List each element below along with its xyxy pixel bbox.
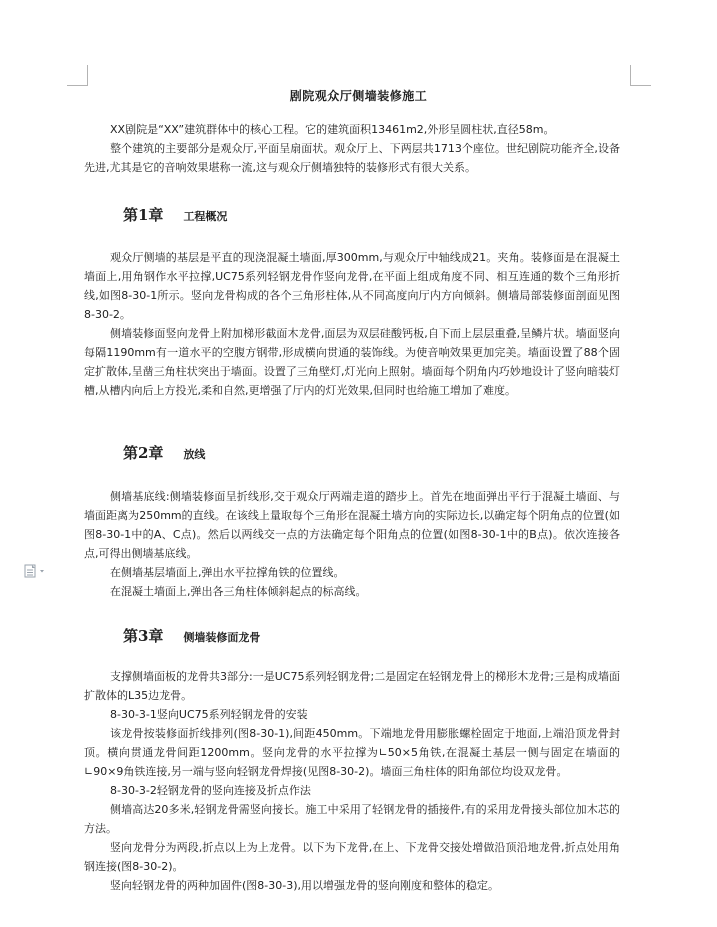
chapter-number: 第3章 <box>123 627 164 645</box>
document-dropdown-icon[interactable] <box>24 563 48 577</box>
intro-paragraph: XX剧院是“XX”建筑群体中的核心工程。它的建筑面积13461m2,外形呈圆柱状,直径58m。 <box>110 123 555 136</box>
chapter-name: 工程概况 <box>183 210 228 223</box>
body-paragraph: 竖向龙骨分为两段,折点以上为上龙骨。以下为下龙骨,在上、下龙骨交接处增做沿顶沿地龙骨,折点处用角钢连接(图8-30-2)。 <box>84 841 620 873</box>
intro-paragraph: 整个建筑的主要部分是观众厅,平面呈扇面状。观众厅上、下两层共1713个座位。世纪剧院功能齐全,设备先进,尤其是它的音响效果堪称一流,这与观众厅侧墙独特的装修形式有很大关系。 <box>84 142 620 174</box>
intro-section <box>84 120 620 177</box>
chapter-name: 放线 <box>183 448 206 461</box>
chapter-heading <box>123 442 205 463</box>
body-paragraph: 侧墙基底线:侧墙装修面呈折线形,交于观众厅两端走道的踏步上。首先在地面弹出平行于混凝土墙面、与墙面距离为250mm的直线。在该线上量取每个三角形在混凝土墙方向的实际边长,以确定每个阴角点的位置(如图8-30-1中的A、C点)。然后以两线交一点的方法确定每个阳角点的位置(如图8-30-1中的B点)。依次连接各点,可得出侧墙基底线。 <box>84 490 620 560</box>
chapter-body <box>84 487 620 601</box>
subsection-heading: 8-30-3-2轻钢龙骨的竖向连接及折点作法 <box>110 784 311 797</box>
body-paragraph: 在侧墙基层墙面上,弹出水平拉撑角铁的位置线。 <box>110 566 345 579</box>
document-title: 剧院观众厅侧墙装修施工 <box>289 89 428 103</box>
body-paragraph: 侧墙装修面竖向龙骨上附加梯形截面木龙骨,面层为双层硅酸钙板,自下而上层层重叠,呈鳞片状。墙面竖向每隔1190mm有一道水平的空腹方钢带,形成横向贯通的装饰线。为使音响效果更加完美。墙面设置了88个固定扩散体,呈凿三角柱状突出于墙面。设置了三角壁灯,灯光向上照射。墙面每个阴角内巧妙地设计了竖向暗装灯槽,从槽内向后上方投光,柔和自然,更增强了厅内的灯光效果,但同时也给施工增加了难度。 <box>84 327 620 397</box>
chapter-body <box>84 667 620 895</box>
chapter-heading <box>123 204 227 225</box>
body-paragraph: 侧墙高达20多米,轻钢龙骨需竖向接长。施工中采用了轻钢龙骨的插接件,有的采用龙骨接头部位加木芯的方法。 <box>84 803 620 835</box>
body-paragraph: 在混凝土墙面上,弹出各三角柱体倾斜起点的标高线。 <box>110 585 367 598</box>
chapter-name: 侧墙装修面龙骨 <box>183 631 261 644</box>
body-paragraph: 观众厅侧墙的基层是平直的现浇混凝土墙面,厚300mm,与观众厅中轴线成21。夹角。装修面是在混凝土墙面上,用角钢作水平拉撑,UC75系列轻钢龙骨作竖向龙骨,在平面上组成角度不同、相互连通的数个三角形折线,如图8-30-1所示。竖向龙骨构成的各个三角形柱体,从不同高度向厅内方向倾斜。侧墙局部装修面剖面见图8-30-2。 <box>84 251 620 321</box>
crop-mark-top-left <box>67 65 88 86</box>
body-paragraph: 支撑侧墙面板的龙骨共3部分:一是UC75系列轻钢龙骨;二是固定在轻钢龙骨上的梯形木龙骨;三是构成墙面扩散体的L35边龙骨。 <box>84 670 620 702</box>
body-paragraph: 竖向轻钢龙骨的两种加固件(图8-30-3),用以增强龙骨的竖向刚度和整体的稳定。 <box>110 879 500 892</box>
chapter-body <box>84 248 620 400</box>
subsection-heading: 8-30-3-1竖向UC75系列轻钢龙骨的安装 <box>110 708 308 721</box>
body-paragraph: 该龙骨按装修面折线排列(图8-30-1),间距450mm。下端地龙骨用膨胀螺栓固定于地面,上端沿顶龙骨封顶。横向贯通龙骨间距1200mm。竖向龙骨的水平拉撑为∟50×5角铁,在混凝土基层一侧与固定在墙面的∟90×9角铁连接,另一端与竖向轻钢龙骨焊接(见图8-30-2)。墙面三角柱体的阳角部位均设双龙骨。 <box>84 727 620 778</box>
chapter-number: 第1章 <box>123 206 164 224</box>
chapter-number: 第2章 <box>123 444 164 462</box>
chapter-heading <box>123 625 260 646</box>
crop-mark-top-right <box>630 65 651 86</box>
